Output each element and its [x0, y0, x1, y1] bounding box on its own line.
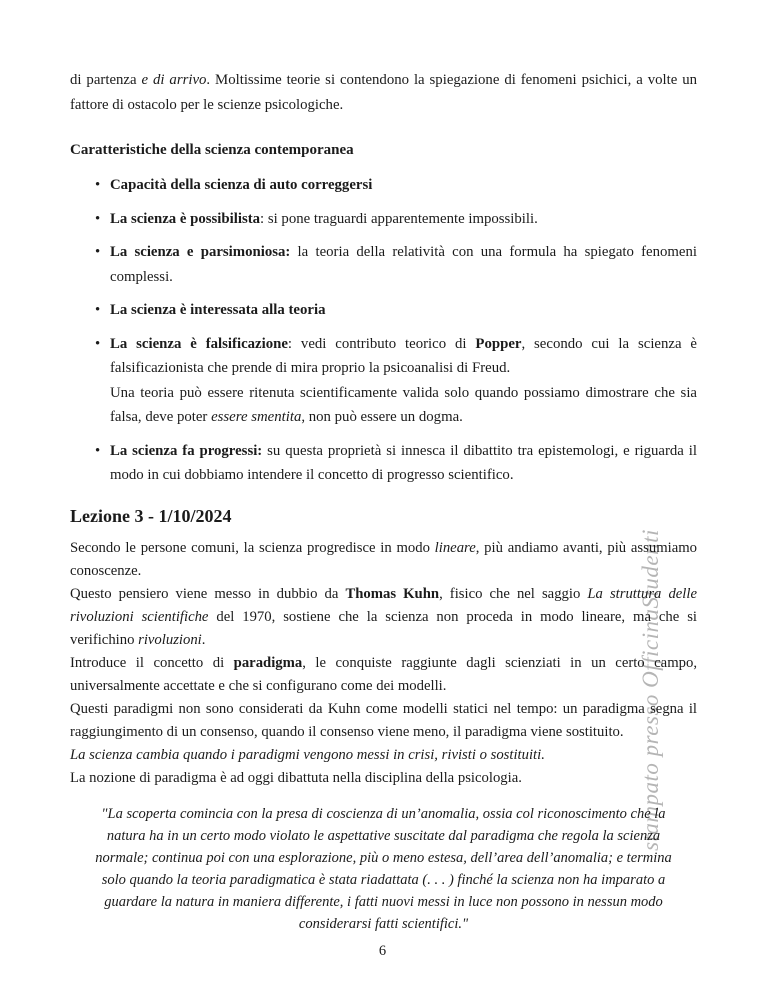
- paragraph: Introduce il concetto di paradigma, le conquiste raggiunte dagli scienziati in un certo campo, universalmente accettate e che si configurano come dei modelli.: [70, 654, 697, 694]
- watermark-text: stampato presso OfficinaStudenti: [638, 529, 663, 851]
- characteristics-list: [70, 173, 697, 488]
- paragraph: La scienza cambia quando i paradigmi vengono messi in crisi, rivisti o sostituiti.: [70, 746, 545, 763]
- paragraph: Secondo le persone comuni, la scienza progredisce in modo lineare, più andiamo avanti, più assumiamo conoscenze.: [70, 539, 697, 579]
- list-item: [70, 439, 697, 488]
- list-item: [70, 332, 697, 430]
- list-item-text: La scienza è possibilista: si pone traguardi apparentemente impossibili.: [110, 210, 538, 227]
- paragraph: Questi paradigmi non sono considerati da Kuhn come modelli statici nel tempo: un paradigma segna il raggiungimento di un consenso, quando il consenso viene meno, il paradigma viene sostituito.: [70, 700, 697, 740]
- paragraph: Questo pensiero viene messo in dubbio da Thomas Kuhn, fisico che nel saggio La struttura delle rivoluzioni scientifiche del 1970, sostiene che la scienza non proceda in modo lineare, ma che si verifichino rivoluzioni.: [70, 585, 697, 648]
- lecture-heading: Lezione 3 - 1/10/2024: [70, 505, 232, 526]
- section-heading-caratteristiche: Caratteristiche della scienza contemporanea: [70, 142, 354, 158]
- list-item-text: La scienza e parsimoniosa: la teoria della relatività con una formula ha spiegato fenomeni complessi.: [110, 244, 697, 285]
- lecture-body: [70, 537, 697, 790]
- page-number: 6: [378, 943, 387, 959]
- list-item: [70, 298, 697, 323]
- list-item-text: Capacità della scienza di auto correggersi: [110, 177, 373, 193]
- list-item: [70, 207, 697, 232]
- list-item-text: La scienza è falsificazione: vedi contributo teorico di Popper, secondo cui la scienza è falsificazionista che prende di mira proprio la psicoanalisi di Freud. Una teoria può essere ritenuta scientificamente valida solo quando possiamo dimostrare che sia falsa, deve poter essere smentita, non può essere un dogma.: [110, 335, 697, 425]
- list-item: [70, 173, 697, 198]
- list-item: [70, 240, 697, 289]
- paragraph: La nozione di paradigma è ad oggi dibattuta nella disciplina della psicologia.: [70, 769, 522, 786]
- page-content: [70, 68, 697, 935]
- block-quote: "La scoperta comincia con la presa di coscienza di un’anomalia, ossia col riconoscimento che la natura ha in un certo modo violato le aspettative suscitate dal paradigma che regola la scienza normale; continua poi con una esplorazione, più o meno estesa, dell’area dell’anomalia; e termina solo quando la teoria paradigmatica è stata riadattata (. . . ) finché la scienza non ha imparato a guardare la natura in maniera differente, i fatti nuovi messi in luce non possono in nessun modo considerarsi fatti scientifici.": [95, 805, 672, 932]
- list-item-text: La scienza è interessata alla teoria: [110, 302, 326, 318]
- list-item-text: La scienza fa progressi: su questa proprietà si innesca il dibattito tra epistemologi, e riguarda il modo in cui dobbiamo intendere il concetto di progresso scientifico.: [110, 442, 697, 483]
- intro-paragraph: di partenza e di arrivo. Moltissime teorie si contendono la spiegazione di fenomeni psichici, a volte un fattore di ostacolo per le scienze psicologiche.: [70, 72, 698, 113]
